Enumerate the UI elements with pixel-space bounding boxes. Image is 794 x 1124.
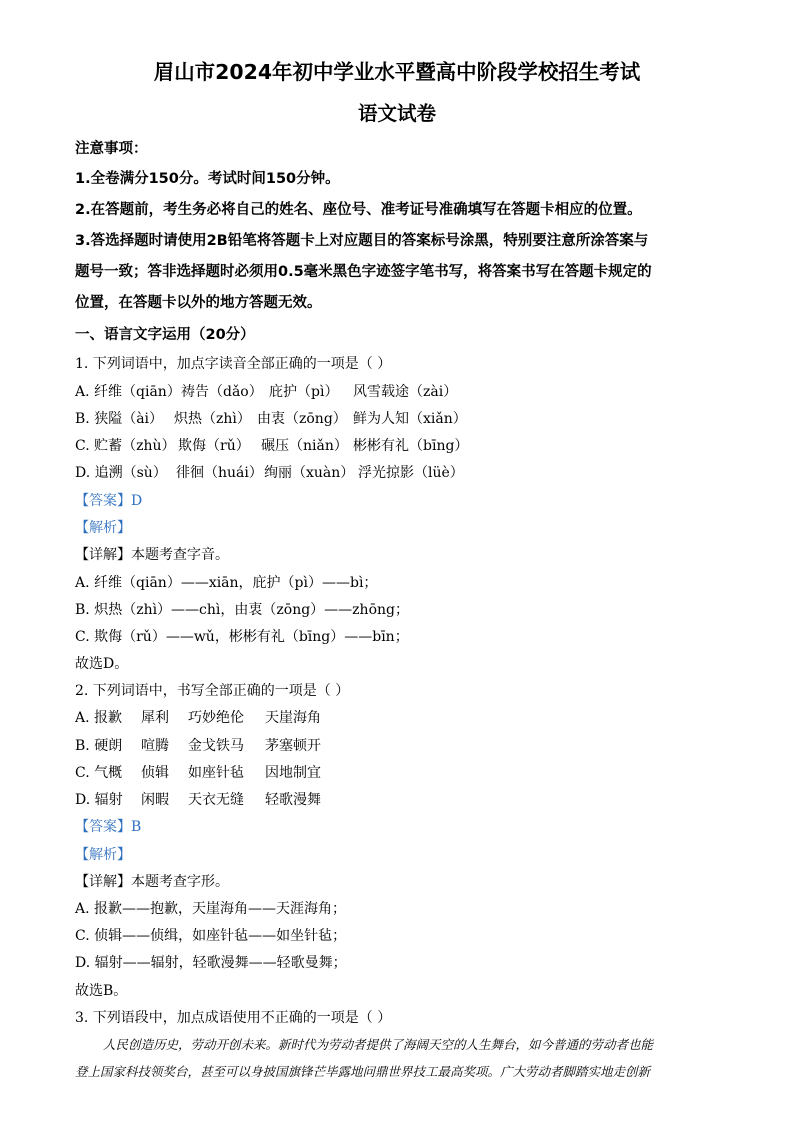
q3-passage-line-1: 人民创造历史，劳动开创未来。新时代为劳动者提供了海阔天空的人生舞台，如今普通的劳动者也能: [103, 1037, 654, 1052]
q2-option-a-item: 天崖海角: [265, 710, 321, 726]
notice-item-2: 2.在答题前，考生务必将自己的姓名、座位号、准考证号准确填写在答题卡相应的位置。: [75, 202, 642, 218]
q2-option-d-item: 闲暇: [141, 792, 169, 808]
q2-option-b-item: 金戈铁马: [188, 738, 244, 754]
q1-option-c-item: 彬彬有礼（bīng）: [353, 438, 469, 454]
q2-option-d-item: 轻歌漫舞: [265, 792, 321, 808]
q2-option-c-item: C. 气概: [75, 765, 123, 781]
notice-item-1: 1.全卷满分150分。考试时间150分钟。: [75, 171, 340, 187]
q2-explain-d: D. 辐射——辐射，轻歌漫舞——轻歌曼舞；: [75, 955, 347, 971]
notice-item-3: 3.答选择题时请使用2B铅笔将答题卡上对应题目的答案标号涂黑，特别要注意所涂答案与: [75, 233, 649, 249]
q1-option-b-item: B. 狭隘（ài）: [75, 411, 164, 427]
notice-heading: 注意事项：: [75, 141, 148, 157]
q1-detail-label: 【详解】: [75, 547, 131, 563]
q2-detail: [75, 873, 229, 891]
q1-conclusion: 故选D。: [75, 656, 129, 672]
q3-passage-line-2: 登上国家科技领奖台，甚至可以身披国旗锋芒毕露地问鼎世界技工最高奖项。广大劳动者脚踏实地走创新: [75, 1064, 651, 1079]
q2-option-c-item: 如座针毡: [188, 765, 244, 781]
q1-analysis-label: 【解析】: [75, 520, 131, 536]
q1-option-a-item: 祷告（dǎo）: [181, 384, 263, 400]
q1-option-c-item: C. 贮蓄（zhù）: [75, 438, 176, 454]
exam-subtitle: 语文试卷: [357, 102, 436, 125]
q2-option-a-item: A. 报歉: [75, 710, 123, 726]
q1-option-c-item: 碾压（niǎn）: [261, 438, 348, 454]
q1-option-a-item: 庇护（pì）: [269, 384, 339, 400]
q2-option-b-item: B. 硬朗: [75, 738, 123, 754]
q1-option-c-item: 欺侮（rǔ）: [178, 438, 250, 454]
q3-stem: 3. 下列语段中，加点成语使用不正确的一项是（ ）: [75, 1010, 392, 1026]
q2-option-b-item: 喧腾: [141, 738, 169, 754]
q1-stem: 1. 下列词语中，加点字读音全部正确的一项是（ ）: [75, 356, 392, 372]
q2-option-b-item: 茅塞顿开: [265, 738, 321, 754]
q1-option-d-item: 徘徊（huái）: [176, 465, 263, 481]
q1-detail: [75, 546, 229, 564]
q2-analysis-label: 【解析】: [75, 847, 131, 863]
q1-detail-text: 本题考查字音。: [131, 547, 229, 563]
q2-detail-text: 本题考查字形。: [131, 874, 229, 890]
q1-explain-c: C. 欺侮（rǔ）——wǔ，彬彬有礼（bīng）——bīn；: [75, 629, 409, 645]
q1-option-b-item: 由衷（zōng）: [257, 411, 347, 427]
q1-option-d-item: 绚丽（xuàn）: [264, 465, 355, 481]
q2-explain-c: C. 侦辑——侦缉，如座针毡——如坐针毡；: [75, 928, 347, 944]
q1-option-b-item: 鲜为人知（xiǎn）: [353, 411, 467, 427]
q1-explain-b: B. 炽热（zhì）——chì，由衷（zōng）——zhōng；: [75, 602, 409, 618]
exam-title: 眉山市2024年初中学业水平暨高中阶段学校招生考试: [153, 60, 641, 84]
q1-explain-a: A. 纤维（qiān）——xiān，庇护（pì）——bì；: [75, 575, 378, 591]
q2-option-d-item: 天衣无缝: [188, 792, 244, 808]
q1-option-d-item: 浮光掠影（lüè）: [358, 465, 464, 481]
q2-answer: 【答案】B: [75, 819, 142, 835]
q2-explain-a: A. 报歉——抱歉，天崖海角——天涯海角；: [75, 901, 347, 917]
q2-conclusion: 故选B。: [75, 983, 128, 999]
q2-option-a-item: 犀利: [141, 710, 169, 726]
q2-option-a-item: 巧妙绝伦: [188, 710, 244, 726]
notice-item-3-cont: 题号一致；答非选择题时必须用0.5毫米黑色字迹签字笔书写，将答案书写在答题卡规定的: [75, 264, 652, 280]
notice-item-3-end: 位置，在答题卡以外的地方答题无效。: [75, 295, 322, 311]
q2-detail-label: 【详解】: [75, 874, 131, 890]
section-heading: 一、语言文字运用（20分）: [75, 327, 255, 343]
q1-option-a-item: A. 纤维（qiān）: [75, 384, 181, 400]
q1-option-a-item: 风雪载途（zài）: [353, 384, 458, 400]
q1-option-d-item: D. 追溯（sù）: [75, 465, 167, 481]
q2-option-d-item: D. 辐射: [75, 792, 123, 808]
q1-answer: 【答案】D: [75, 493, 143, 509]
q1-option-b-item: 炽热（zhì）: [174, 411, 251, 427]
q2-stem: 2. 下列词语中，书写全部正确的一项是（ ）: [75, 683, 350, 699]
q2-option-c-item: 因地制宜: [265, 765, 321, 781]
q2-option-c-item: 侦辑: [141, 765, 169, 781]
